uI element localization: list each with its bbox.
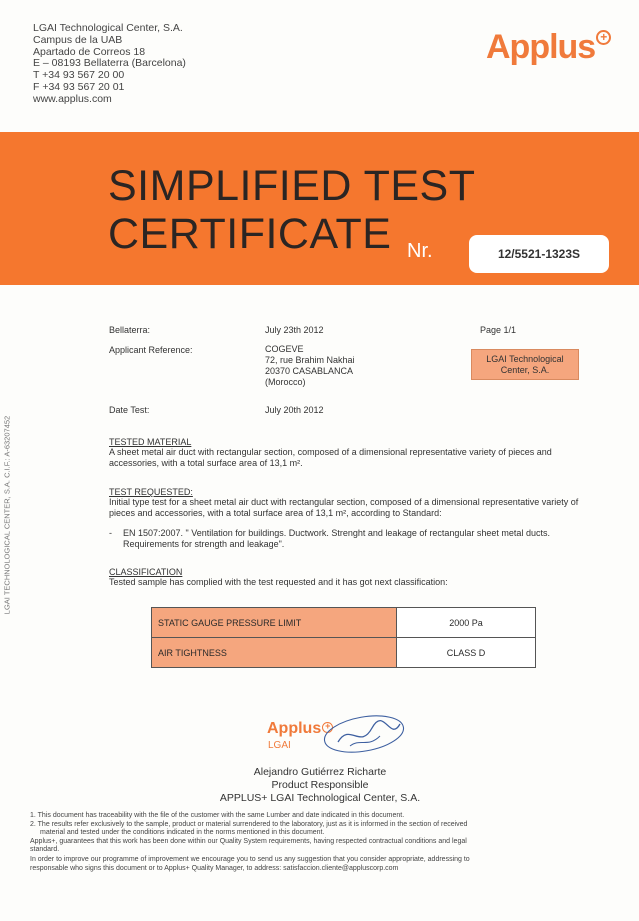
classification-label: STATIC GAUGE PRESSURE LIMIT	[152, 608, 397, 638]
tested-material-text: A sheet metal air duct with rectangular section, composed of a dimensional representative variety of pieces and accessories, with a total surface area of 13,1 m².	[109, 447, 552, 468]
signature-logo-text: Applus	[267, 720, 322, 737]
applus-logo	[486, 28, 611, 67]
page-number: Page 1/1	[480, 325, 517, 335]
footnote-2: 2. The results refer exclusively to the sample, product or material surrendered to the laboratory, just as it is informed in the section of received	[30, 821, 468, 828]
table-row	[152, 608, 536, 638]
signatory-organization: APPLUS+ LGAI Technological Center, S.A.	[219, 792, 421, 804]
footnote-2-cont: material and tested under the conditions indicated in the norms mentioned in this document.	[40, 829, 325, 836]
improvement-note: In order to improve our programme of improvement we encourage you to send us any suggestion that you consider appropriate, addressing to	[30, 856, 470, 863]
applicant-line: 20370 CASABLANCA	[265, 366, 354, 376]
issue-date: July 23th 2012	[265, 325, 324, 335]
certificate-number: 12/5521-1323S	[469, 235, 609, 273]
classification-value: 2000 Pa	[397, 608, 536, 638]
test-requested-heading: TEST REQUESTED:	[109, 487, 193, 497]
classification-heading: CLASSIFICATION	[109, 567, 183, 577]
side-text: LGAI TECHNOLOGICAL CENTER, S.A. C.I.F.: A-63207452	[2, 415, 12, 615]
date-test-label: Date Test:	[109, 405, 150, 415]
plus-icon: +	[322, 722, 333, 733]
footnote-1: 1. This document has traceability with the file of the customer with the same Lumber and date indicated in this document.	[30, 812, 405, 819]
classification-text: Tested sample has complied with the test requested and it has got next classification:	[109, 577, 448, 587]
bullet-dash: -	[109, 528, 112, 538]
handwritten-signature	[320, 712, 410, 758]
plus-icon: +	[596, 30, 611, 45]
sender-address	[33, 23, 186, 106]
title-line: SIMPLIFIED TEST	[108, 162, 476, 210]
quality-note: Applus+, guarantees that this work has been done within our Quality System requirements, having respected contractual conditions and legal	[30, 838, 467, 845]
applicant-address	[265, 344, 355, 388]
classification-label: AIR TIGHTNESS	[152, 638, 397, 668]
improvement-note-cont: responsable who signs this document or to Applus+ Quality Manager, to address: satisfaccion.cliente@appluscorp.com	[30, 865, 399, 872]
tested-material-heading: TESTED MATERIAL	[109, 437, 192, 447]
lgai-line: LGAI Technological	[486, 354, 564, 364]
website-link[interactable]: www.applus.com	[33, 92, 112, 105]
address-line: Campus de la UAB	[33, 33, 123, 46]
signatory-role: Product Responsible	[271, 779, 369, 791]
table-row	[152, 638, 536, 668]
lgai-line: Center, S.A.	[500, 365, 550, 375]
signatory-name: Alejandro Gutiérrez Richarte	[253, 766, 387, 778]
applicant-line: COGEVE	[265, 344, 304, 354]
title-line: CERTIFICATE	[108, 210, 392, 258]
logo-text: Applus	[486, 28, 596, 66]
number-label: Nr.	[407, 240, 433, 262]
address-line: T +34 93 567 20 00	[33, 69, 125, 82]
address-line: LGAI Technological Center, S.A.	[33, 22, 183, 34]
applicant-line: (Morocco)	[265, 377, 306, 387]
address-line: E – 08193 Bellaterra (Barcelona)	[33, 57, 186, 70]
applicant-label: Applicant Reference:	[109, 345, 193, 355]
place-label: Bellaterra:	[109, 325, 151, 335]
signature-logo-sub: LGAI	[268, 740, 291, 751]
side-company-text	[0, 410, 14, 620]
applicant-line: 72, rue Brahim Nakhai	[265, 355, 355, 365]
test-requested-text: Initial type test for a sheet metal air duct with rectangular section, composed of a dimensional representative variety of pieces and accessories, with a total surface area of 13,1 m², according to Standard:	[109, 497, 579, 518]
address-line: F +34 93 567 20 01	[33, 80, 125, 93]
date-test-value: July 20th 2012	[265, 405, 324, 415]
lgai-stamp-box	[471, 349, 579, 380]
quality-note-cont: standard.	[30, 846, 60, 853]
classification-table	[151, 607, 536, 668]
address-line: Apartado de Correos 18	[33, 45, 146, 58]
standard-reference: EN 1507:2007. " Ventilation for buildings. Ductwork. Strenght and leakage of rectangular sheet metal ducts. Requirements for strength and leakage".	[123, 528, 550, 549]
classification-value: CLASS D	[397, 638, 536, 668]
